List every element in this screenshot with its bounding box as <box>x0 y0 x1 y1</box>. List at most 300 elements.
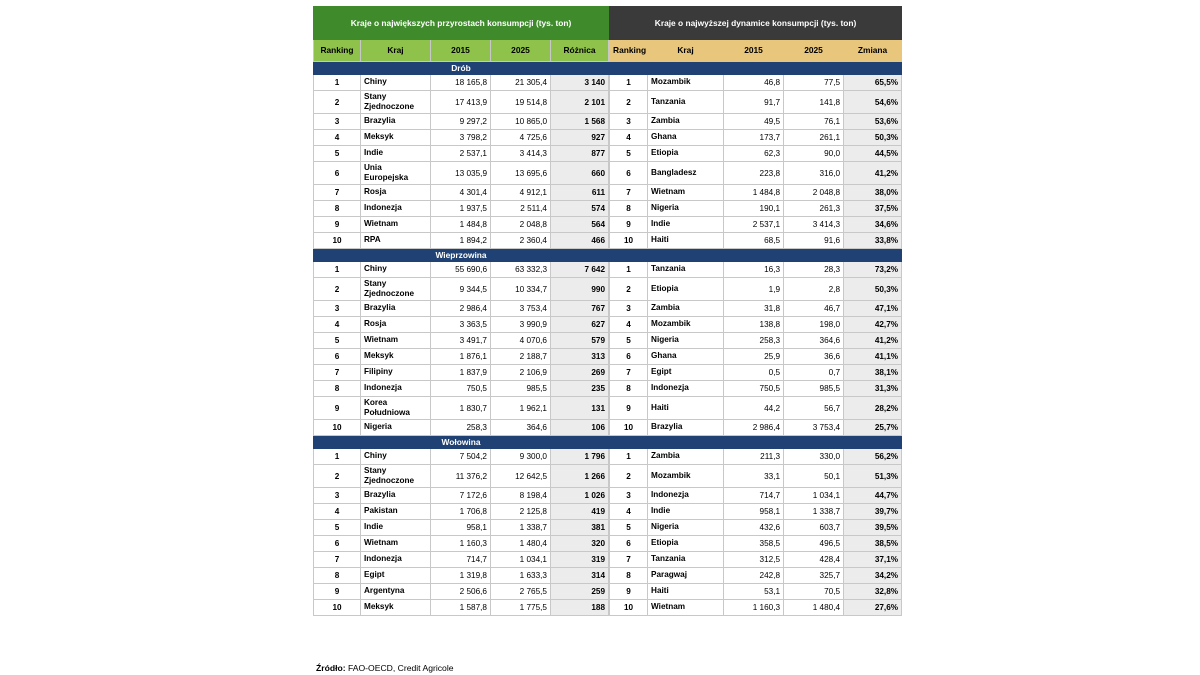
value-2025-left: 10 334,7 <box>491 278 551 301</box>
value-2025-right: 261,1 <box>784 130 844 146</box>
country-right: Nigeria <box>648 201 724 217</box>
consumption-table <box>313 6 902 616</box>
source-label: Źródło: <box>316 663 346 673</box>
value-2015-right: 173,7 <box>724 130 784 146</box>
difference-value: 1 026 <box>551 488 609 504</box>
rank-right: 5 <box>610 520 648 536</box>
section-title-right <box>610 62 902 75</box>
country-left: Chiny <box>361 449 431 465</box>
value-2025-left: 2 360,4 <box>491 233 551 249</box>
country-left: Brazylia <box>361 488 431 504</box>
rank-left: 2 <box>314 465 361 488</box>
rank-right: 10 <box>610 420 648 436</box>
country-right: Paragwaj <box>648 568 724 584</box>
value-2025-right: 46,7 <box>784 301 844 317</box>
value-2015-right: 211,3 <box>724 449 784 465</box>
change-value: 33,8% <box>844 233 902 249</box>
col-header-country-left: Kraj <box>361 40 431 62</box>
col-header-difference: Różnica <box>551 40 609 62</box>
rank-right: 9 <box>610 217 648 233</box>
value-2015-left: 18 165,8 <box>431 75 491 91</box>
rank-left: 4 <box>314 504 361 520</box>
value-2025-left: 985,5 <box>491 381 551 397</box>
value-2025-right: 603,7 <box>784 520 844 536</box>
country-right: Tanzania <box>648 91 724 114</box>
table-row <box>314 365 902 381</box>
country-right: Wietnam <box>648 185 724 201</box>
rank-left: 10 <box>314 600 361 616</box>
rank-right: 3 <box>610 301 648 317</box>
table-row <box>314 584 902 600</box>
table-row <box>314 201 902 217</box>
country-right: Indie <box>648 504 724 520</box>
value-2025-left: 1 962,1 <box>491 397 551 420</box>
country-left: Meksyk <box>361 130 431 146</box>
difference-value: 188 <box>551 600 609 616</box>
value-2015-left: 4 301,4 <box>431 185 491 201</box>
value-2025-right: 141,8 <box>784 91 844 114</box>
value-2015-right: 1,9 <box>724 278 784 301</box>
value-2025-left: 4 912,1 <box>491 185 551 201</box>
col-header-ranking-right: Ranking <box>610 40 648 62</box>
table-row <box>314 600 902 616</box>
value-2015-left: 1 160,3 <box>431 536 491 552</box>
change-value: 41,2% <box>844 333 902 349</box>
change-value: 50,3% <box>844 278 902 301</box>
value-2015-right: 258,3 <box>724 333 784 349</box>
country-right: Ghana <box>648 130 724 146</box>
table-row <box>314 278 902 301</box>
country-right: Bangladesz <box>648 162 724 185</box>
difference-value: 927 <box>551 130 609 146</box>
country-right: Haiti <box>648 233 724 249</box>
rank-right: 9 <box>610 584 648 600</box>
country-left: Wietnam <box>361 217 431 233</box>
rank-left: 10 <box>314 420 361 436</box>
value-2025-right: 2,8 <box>784 278 844 301</box>
country-right: Nigeria <box>648 333 724 349</box>
rank-right: 6 <box>610 349 648 365</box>
column-header-row <box>314 40 902 62</box>
value-2025-left: 1 480,4 <box>491 536 551 552</box>
value-2025-right: 496,5 <box>784 536 844 552</box>
difference-value: 314 <box>551 568 609 584</box>
value-2015-left: 7 504,2 <box>431 449 491 465</box>
difference-value: 106 <box>551 420 609 436</box>
rank-left: 8 <box>314 568 361 584</box>
change-value: 53,6% <box>844 114 902 130</box>
rank-right: 8 <box>610 201 648 217</box>
value-2025-right: 364,6 <box>784 333 844 349</box>
change-value: 34,2% <box>844 568 902 584</box>
table-row <box>314 488 902 504</box>
col-header-2015-right: 2015 <box>724 40 784 62</box>
value-2025-right: 2 048,8 <box>784 185 844 201</box>
difference-value: 320 <box>551 536 609 552</box>
country-right: Mozambik <box>648 317 724 333</box>
country-left: Nigeria <box>361 420 431 436</box>
table-row <box>314 185 902 201</box>
country-left: Brazylia <box>361 114 431 130</box>
value-2015-right: 2 986,4 <box>724 420 784 436</box>
country-left: RPA <box>361 233 431 249</box>
country-right: Etiopia <box>648 536 724 552</box>
rank-left: 7 <box>314 185 361 201</box>
country-right: Haiti <box>648 584 724 600</box>
rank-left: 8 <box>314 381 361 397</box>
change-value: 65,5% <box>844 75 902 91</box>
country-left: Stany Zjednoczone <box>361 91 431 114</box>
value-2015-right: 44,2 <box>724 397 784 420</box>
rank-left: 7 <box>314 365 361 381</box>
change-value: 39,5% <box>844 520 902 536</box>
difference-value: 7 642 <box>551 262 609 278</box>
section-title-right <box>610 436 902 449</box>
value-2015-left: 258,3 <box>431 420 491 436</box>
rank-left: 3 <box>314 488 361 504</box>
change-value: 50,3% <box>844 130 902 146</box>
difference-value: 419 <box>551 504 609 520</box>
section-header <box>314 436 902 449</box>
table-row <box>314 536 902 552</box>
col-header-2025-right: 2025 <box>784 40 844 62</box>
rank-right: 2 <box>610 465 648 488</box>
country-right: Tanzania <box>648 262 724 278</box>
rank-right: 5 <box>610 146 648 162</box>
value-2015-left: 9 297,2 <box>431 114 491 130</box>
value-2015-right: 242,8 <box>724 568 784 584</box>
section-title-left: Wieprzowina <box>314 249 609 262</box>
change-value: 44,7% <box>844 488 902 504</box>
source-text: FAO-OECD, Credit Agricole <box>347 663 454 673</box>
value-2025-right: 1 034,1 <box>784 488 844 504</box>
difference-value: 627 <box>551 317 609 333</box>
country-left: Indonezja <box>361 381 431 397</box>
right-table-title: Kraje o najwyższej dynamice konsumpcji (tys. ton) <box>610 7 902 40</box>
country-left: Stany Zjednoczone <box>361 278 431 301</box>
table-row <box>314 317 902 333</box>
value-2015-left: 1 830,7 <box>431 397 491 420</box>
value-2015-left: 2 986,4 <box>431 301 491 317</box>
value-2025-left: 13 695,6 <box>491 162 551 185</box>
rank-left: 7 <box>314 552 361 568</box>
value-2025-right: 56,7 <box>784 397 844 420</box>
value-2025-right: 428,4 <box>784 552 844 568</box>
value-2015-right: 750,5 <box>724 381 784 397</box>
change-value: 38,5% <box>844 536 902 552</box>
table-row <box>314 333 902 349</box>
change-value: 41,2% <box>844 162 902 185</box>
value-2015-right: 53,1 <box>724 584 784 600</box>
rank-left: 9 <box>314 584 361 600</box>
rank-left: 3 <box>314 301 361 317</box>
value-2015-right: 49,5 <box>724 114 784 130</box>
value-2025-right: 198,0 <box>784 317 844 333</box>
rank-right: 10 <box>610 600 648 616</box>
rank-left: 5 <box>314 333 361 349</box>
rank-left: 1 <box>314 262 361 278</box>
country-left: Chiny <box>361 75 431 91</box>
change-value: 41,1% <box>844 349 902 365</box>
rank-left: 10 <box>314 233 361 249</box>
value-2015-left: 3 798,2 <box>431 130 491 146</box>
value-2025-right: 76,1 <box>784 114 844 130</box>
value-2015-left: 750,5 <box>431 381 491 397</box>
country-right: Brazylia <box>648 420 724 436</box>
value-2015-left: 1 706,8 <box>431 504 491 520</box>
header-row <box>314 7 902 40</box>
rank-right: 1 <box>610 75 648 91</box>
value-2015-right: 138,8 <box>724 317 784 333</box>
section-header <box>314 62 902 75</box>
left-table-title: Kraje o największych przyrostach konsumpcji (tys. ton) <box>314 7 609 40</box>
value-2015-right: 0,5 <box>724 365 784 381</box>
country-right: Zambia <box>648 301 724 317</box>
change-value: 39,7% <box>844 504 902 520</box>
value-2015-right: 223,8 <box>724 162 784 185</box>
country-right: Egipt <box>648 365 724 381</box>
value-2015-left: 55 690,6 <box>431 262 491 278</box>
country-left: Indie <box>361 520 431 536</box>
difference-value: 131 <box>551 397 609 420</box>
rank-left: 1 <box>314 75 361 91</box>
difference-value: 1 266 <box>551 465 609 488</box>
value-2015-right: 1 160,3 <box>724 600 784 616</box>
rank-left: 2 <box>314 91 361 114</box>
value-2025-right: 77,5 <box>784 75 844 91</box>
country-left: Indonezja <box>361 201 431 217</box>
country-left: Indonezja <box>361 552 431 568</box>
difference-value: 466 <box>551 233 609 249</box>
table-row <box>314 568 902 584</box>
table-row <box>314 349 902 365</box>
country-right: Wietnam <box>648 600 724 616</box>
difference-value: 579 <box>551 333 609 349</box>
country-left: Meksyk <box>361 349 431 365</box>
value-2025-left: 2 125,8 <box>491 504 551 520</box>
value-2025-right: 90,0 <box>784 146 844 162</box>
country-right: Zambia <box>648 449 724 465</box>
value-2025-left: 1 775,5 <box>491 600 551 616</box>
rank-right: 8 <box>610 381 648 397</box>
difference-value: 235 <box>551 381 609 397</box>
value-2015-left: 2 506,6 <box>431 584 491 600</box>
change-value: 44,5% <box>844 146 902 162</box>
value-2025-right: 3 753,4 <box>784 420 844 436</box>
value-2015-right: 312,5 <box>724 552 784 568</box>
country-right: Nigeria <box>648 520 724 536</box>
table-row <box>314 465 902 488</box>
value-2025-left: 2 188,7 <box>491 349 551 365</box>
change-value: 27,6% <box>844 600 902 616</box>
difference-value: 564 <box>551 217 609 233</box>
rank-right: 3 <box>610 488 648 504</box>
value-2015-right: 958,1 <box>724 504 784 520</box>
value-2025-left: 3 753,4 <box>491 301 551 317</box>
value-2025-left: 3 990,9 <box>491 317 551 333</box>
change-value: 38,0% <box>844 185 902 201</box>
value-2015-left: 11 376,2 <box>431 465 491 488</box>
rank-left: 3 <box>314 114 361 130</box>
country-right: Indonezja <box>648 381 724 397</box>
section-title-left: Drób <box>314 62 609 75</box>
difference-value: 990 <box>551 278 609 301</box>
table-row <box>314 91 902 114</box>
value-2015-left: 1 484,8 <box>431 217 491 233</box>
country-left: Argentyna <box>361 584 431 600</box>
value-2015-right: 25,9 <box>724 349 784 365</box>
value-2015-right: 46,8 <box>724 75 784 91</box>
change-value: 32,8% <box>844 584 902 600</box>
value-2025-right: 91,6 <box>784 233 844 249</box>
value-2015-left: 3 363,5 <box>431 317 491 333</box>
value-2025-left: 1 633,3 <box>491 568 551 584</box>
value-2025-right: 1 480,4 <box>784 600 844 616</box>
col-header-2025-left: 2025 <box>491 40 551 62</box>
table-row <box>314 552 902 568</box>
table-row <box>314 130 902 146</box>
value-2025-left: 9 300,0 <box>491 449 551 465</box>
rank-left: 2 <box>314 278 361 301</box>
value-2025-left: 10 865,0 <box>491 114 551 130</box>
section-title-left: Wołowina <box>314 436 609 449</box>
change-value: 37,1% <box>844 552 902 568</box>
value-2015-right: 714,7 <box>724 488 784 504</box>
change-value: 47,1% <box>844 301 902 317</box>
value-2025-left: 1 338,7 <box>491 520 551 536</box>
value-2015-left: 13 035,9 <box>431 162 491 185</box>
change-value: 73,2% <box>844 262 902 278</box>
value-2015-left: 1 837,9 <box>431 365 491 381</box>
difference-value: 3 140 <box>551 75 609 91</box>
country-left: Chiny <box>361 262 431 278</box>
country-left: Filipiny <box>361 365 431 381</box>
rank-right: 4 <box>610 130 648 146</box>
difference-value: 381 <box>551 520 609 536</box>
rank-left: 6 <box>314 162 361 185</box>
difference-value: 767 <box>551 301 609 317</box>
value-2025-right: 1 338,7 <box>784 504 844 520</box>
value-2025-left: 1 034,1 <box>491 552 551 568</box>
value-2015-left: 1 876,1 <box>431 349 491 365</box>
country-left: Rosja <box>361 317 431 333</box>
value-2025-left: 364,6 <box>491 420 551 436</box>
change-value: 28,2% <box>844 397 902 420</box>
value-2015-right: 68,5 <box>724 233 784 249</box>
value-2025-right: 28,3 <box>784 262 844 278</box>
country-left: Egipt <box>361 568 431 584</box>
rank-right: 3 <box>610 114 648 130</box>
section-header <box>314 249 902 262</box>
rank-left: 5 <box>314 146 361 162</box>
rank-right: 2 <box>610 278 648 301</box>
section-title-right <box>610 249 902 262</box>
table-row <box>314 420 902 436</box>
country-left: Meksyk <box>361 600 431 616</box>
value-2015-left: 1 894,2 <box>431 233 491 249</box>
country-left: Stany Zjednoczone <box>361 465 431 488</box>
value-2015-left: 2 537,1 <box>431 146 491 162</box>
country-right: Mozambik <box>648 465 724 488</box>
table-row <box>314 520 902 536</box>
value-2015-right: 358,5 <box>724 536 784 552</box>
change-value: 38,1% <box>844 365 902 381</box>
rank-left: 8 <box>314 201 361 217</box>
value-2015-right: 2 537,1 <box>724 217 784 233</box>
rank-right: 8 <box>610 568 648 584</box>
value-2015-left: 1 937,5 <box>431 201 491 217</box>
rank-right: 6 <box>610 162 648 185</box>
value-2025-right: 325,7 <box>784 568 844 584</box>
col-header-change: Zmiana <box>844 40 902 62</box>
table-row <box>314 301 902 317</box>
value-2025-right: 3 414,3 <box>784 217 844 233</box>
rank-left: 9 <box>314 217 361 233</box>
country-right: Mozambik <box>648 75 724 91</box>
value-2025-left: 12 642,5 <box>491 465 551 488</box>
rank-left: 4 <box>314 130 361 146</box>
value-2025-left: 2 048,8 <box>491 217 551 233</box>
country-left: Unia Europejska <box>361 162 431 185</box>
table-row <box>314 233 902 249</box>
change-value: 34,6% <box>844 217 902 233</box>
country-right: Etiopia <box>648 278 724 301</box>
difference-value: 660 <box>551 162 609 185</box>
value-2025-left: 2 765,5 <box>491 584 551 600</box>
table-row <box>314 381 902 397</box>
difference-value: 1 568 <box>551 114 609 130</box>
value-2025-left: 2 511,4 <box>491 201 551 217</box>
value-2015-right: 31,8 <box>724 301 784 317</box>
value-2025-left: 21 305,4 <box>491 75 551 91</box>
rank-right: 1 <box>610 449 648 465</box>
difference-value: 319 <box>551 552 609 568</box>
rank-right: 7 <box>610 552 648 568</box>
table-row <box>314 449 902 465</box>
table-row <box>314 397 902 420</box>
rank-right: 2 <box>610 91 648 114</box>
consumption-table-container <box>313 6 899 616</box>
rank-left: 6 <box>314 349 361 365</box>
value-2025-right: 0,7 <box>784 365 844 381</box>
country-right: Tanzania <box>648 552 724 568</box>
country-left: Rosja <box>361 185 431 201</box>
table-row <box>314 262 902 278</box>
value-2025-right: 36,6 <box>784 349 844 365</box>
change-value: 51,3% <box>844 465 902 488</box>
change-value: 31,3% <box>844 381 902 397</box>
value-2025-left: 8 198,4 <box>491 488 551 504</box>
change-value: 37,5% <box>844 201 902 217</box>
difference-value: 2 101 <box>551 91 609 114</box>
country-right: Indie <box>648 217 724 233</box>
table-row <box>314 114 902 130</box>
difference-value: 611 <box>551 185 609 201</box>
rank-right: 4 <box>610 504 648 520</box>
difference-value: 269 <box>551 365 609 381</box>
rank-left: 5 <box>314 520 361 536</box>
country-right: Zambia <box>648 114 724 130</box>
rank-right: 6 <box>610 536 648 552</box>
rank-right: 7 <box>610 365 648 381</box>
rank-right: 5 <box>610 333 648 349</box>
difference-value: 259 <box>551 584 609 600</box>
country-right: Ghana <box>648 349 724 365</box>
value-2015-right: 62,3 <box>724 146 784 162</box>
country-right: Etiopia <box>648 146 724 162</box>
country-left: Wietnam <box>361 333 431 349</box>
value-2025-left: 4 725,6 <box>491 130 551 146</box>
